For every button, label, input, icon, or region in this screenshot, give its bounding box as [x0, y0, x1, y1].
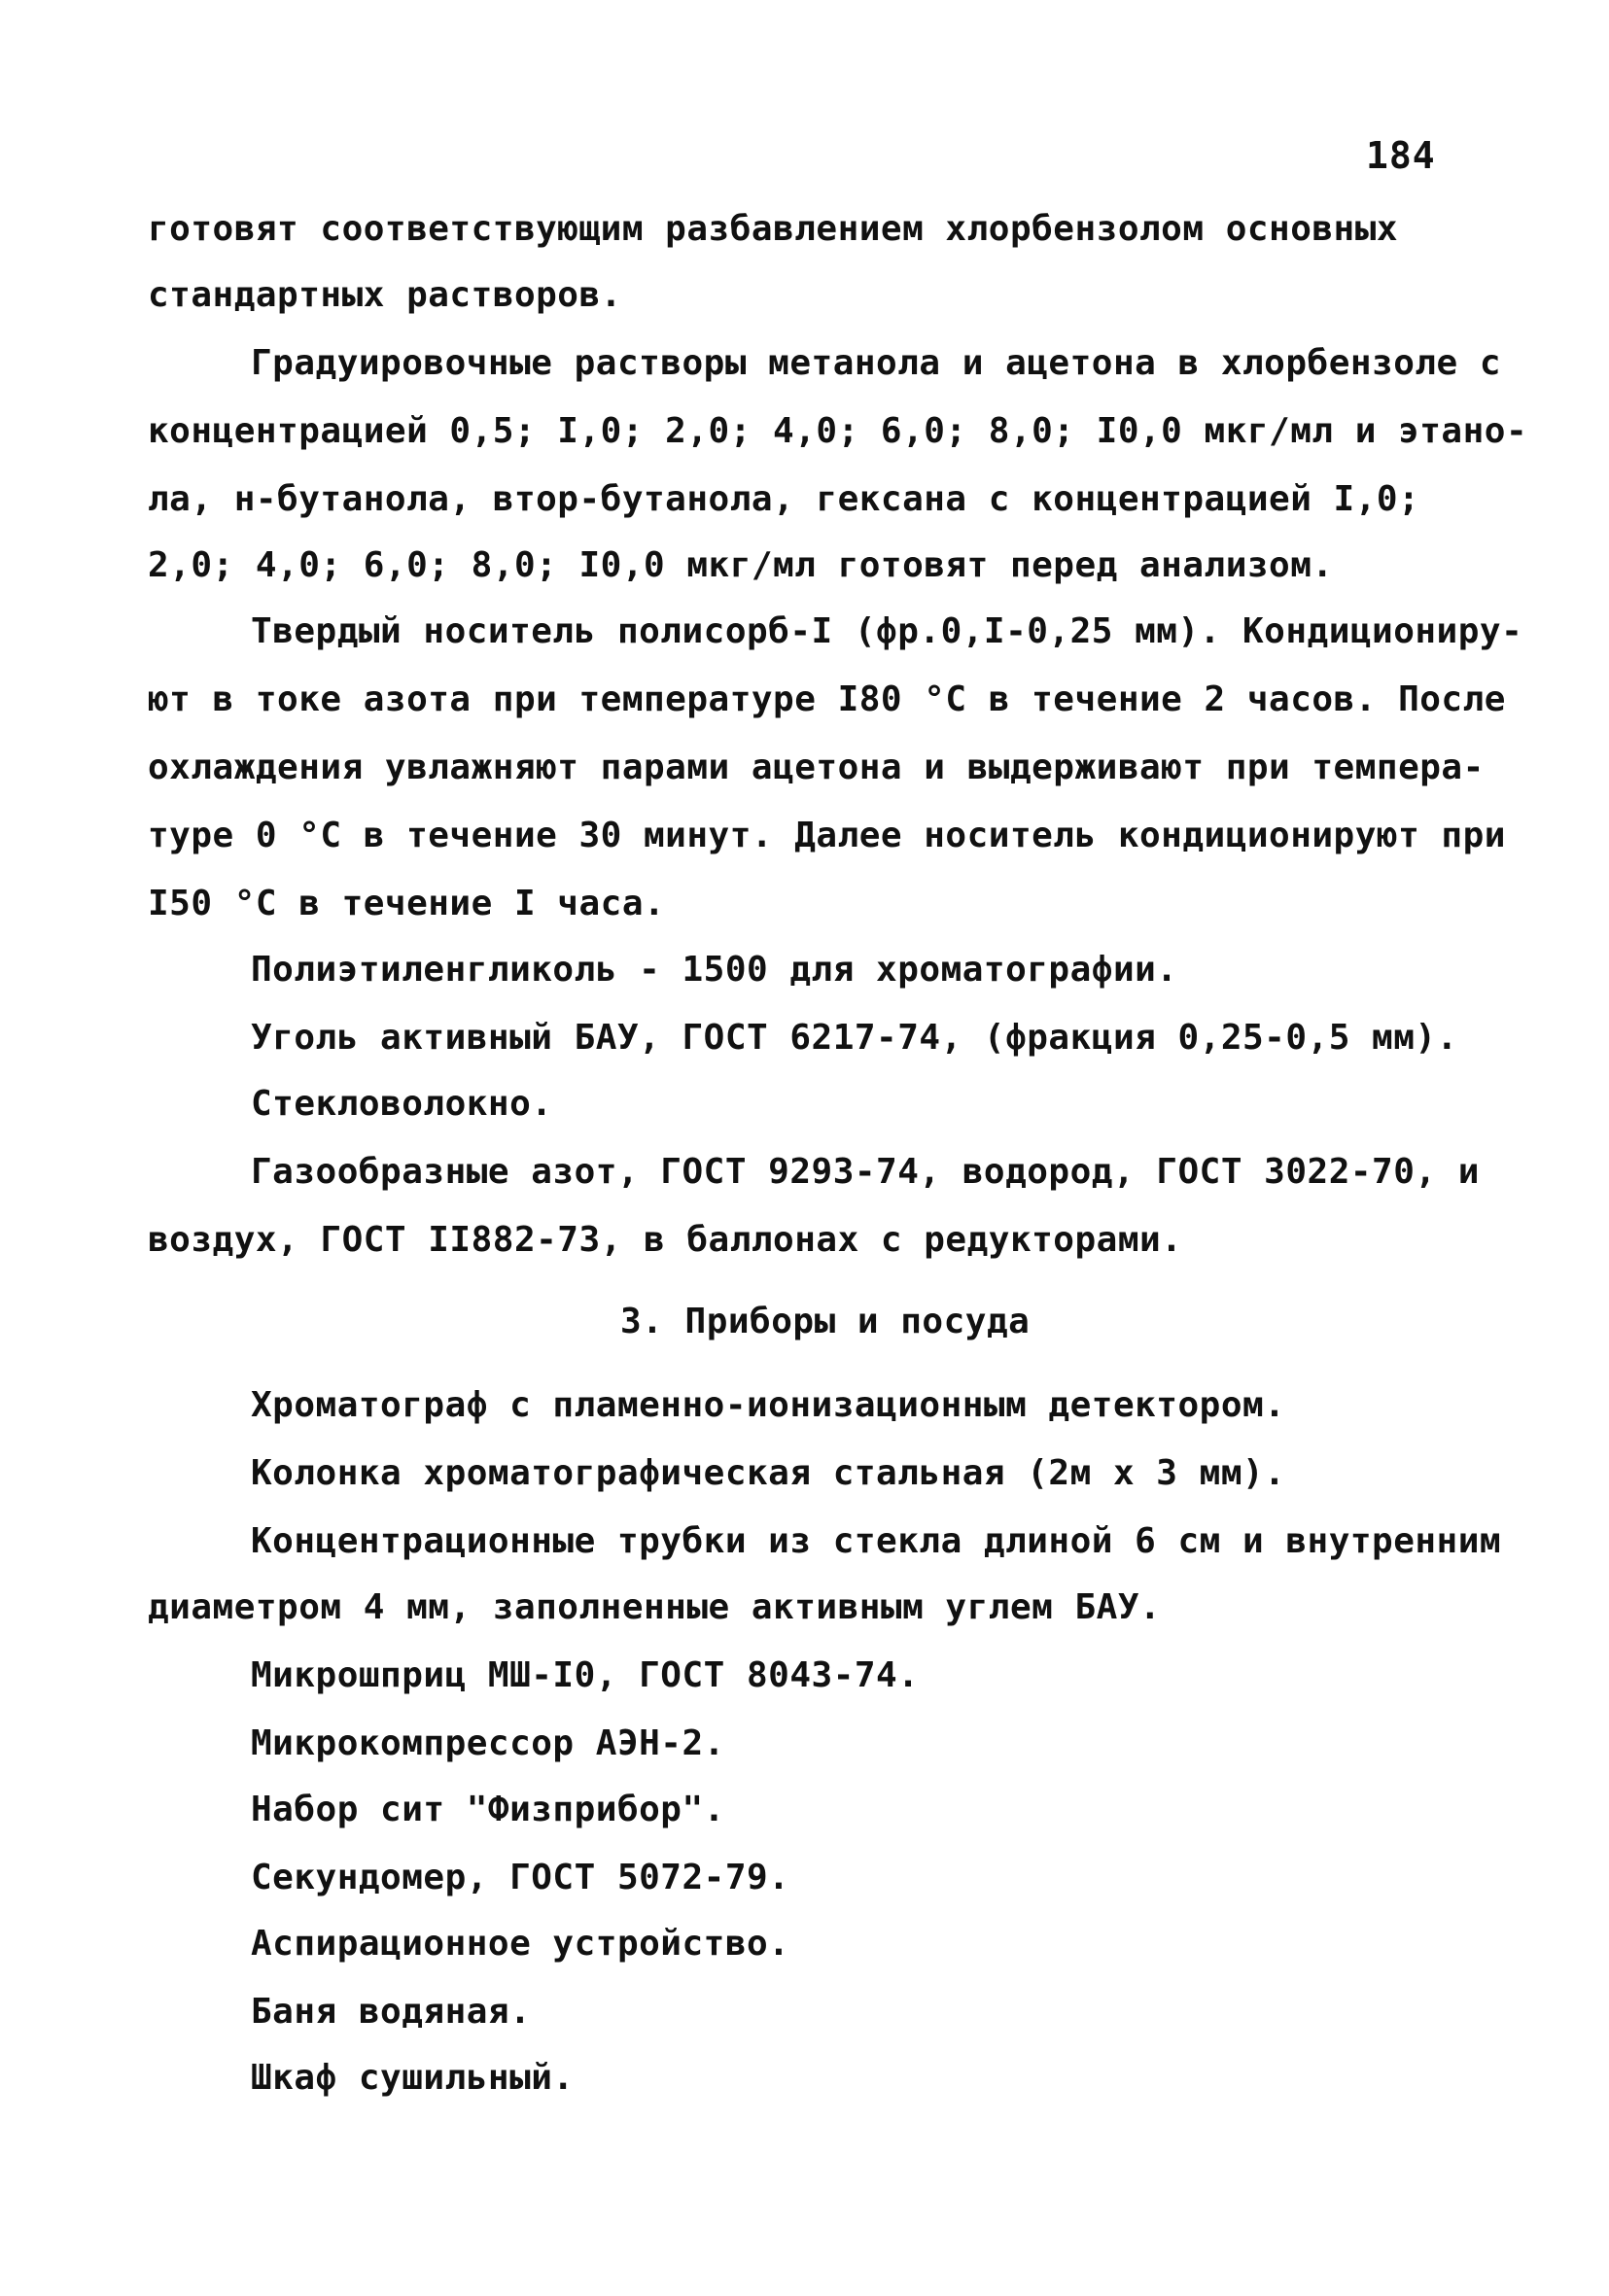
text-line: Набор сит "Физприбор".	[251, 1790, 725, 1829]
page-number: 184	[1366, 134, 1436, 177]
text-line: Уголь активный БАУ, ГОСТ 6217-74, (фракция 0,25-0,5 мм).	[251, 1018, 1458, 1058]
text-line: Твердый носитель полисорб-I (фр.0,I-0,25 мм). Кондициониру-	[251, 611, 1523, 651]
text-line: ют в токе азота при температуре I80 °С в течение 2 часов. После	[148, 679, 1506, 719]
text-line: Газообразные азот, ГОСТ 9293-74, водород, ГОСТ 3022-70, и	[251, 1152, 1480, 1192]
text-line: охлаждения увлажняют парами ацетона и выдерживают при темпера-	[148, 748, 1485, 787]
section-heading: 3. Приборы и посуда	[620, 1302, 1031, 1341]
text-line: Шкаф сушильный.	[251, 2058, 575, 2098]
text-line: Баня водяная.	[251, 1992, 532, 2032]
text-line: 2,0; 4,0; 6,0; 8,0; I0,0 мкг/мл готовят перед анализом.	[148, 545, 1334, 585]
text-line: Полиэтиленгликоль - 1500 для хроматографии.	[251, 950, 1178, 990]
text-line: Секундомер, ГОСТ 5072-79.	[251, 1858, 790, 1897]
text-line: Концентрационные трубки из стекла длиной 6 см и внутренним	[251, 1521, 1502, 1561]
text-line: Микрокомпрессор АЭН-2.	[251, 1723, 725, 1763]
text-line: Градуировочные растворы метанола и ацетона в хлорбензоле с	[251, 343, 1502, 383]
text-line: Хроматограф с пламенно-ионизационным детектором.	[251, 1385, 1286, 1425]
text-line: туре 0 °С в течение 30 минут. Далее носитель кондиционируют при	[148, 816, 1506, 855]
text-line: готовят соответствующим разбавлением хлорбензолом основных	[148, 209, 1399, 249]
text-line: Микрошприц МШ-I0, ГОСТ 8043-74.	[251, 1655, 920, 1695]
text-line: Аспирационное устройство.	[251, 1924, 790, 1964]
text-line: стандартных растворов.	[148, 275, 622, 315]
text-line: диаметром 4 мм, заполненные активным углем БАУ.	[148, 1587, 1162, 1627]
text-line: I50 °С в течение I часа.	[148, 884, 666, 923]
text-line: ла, н-бутанола, втор-бутанола, гексана с концентрацией I,0;	[148, 479, 1420, 519]
text-line: концентрацией 0,5; I,0; 2,0; 4,0; 6,0; 8,0; I0,0 мкг/мл и этано-	[148, 411, 1528, 451]
text-line: Стекловолокно.	[251, 1084, 553, 1124]
text-line: Колонка хроматографическая стальная (2м х 3 мм).	[251, 1453, 1286, 1493]
text-line: воздух, ГОСТ II882-73, в баллонах с редукторами.	[148, 1220, 1183, 1260]
